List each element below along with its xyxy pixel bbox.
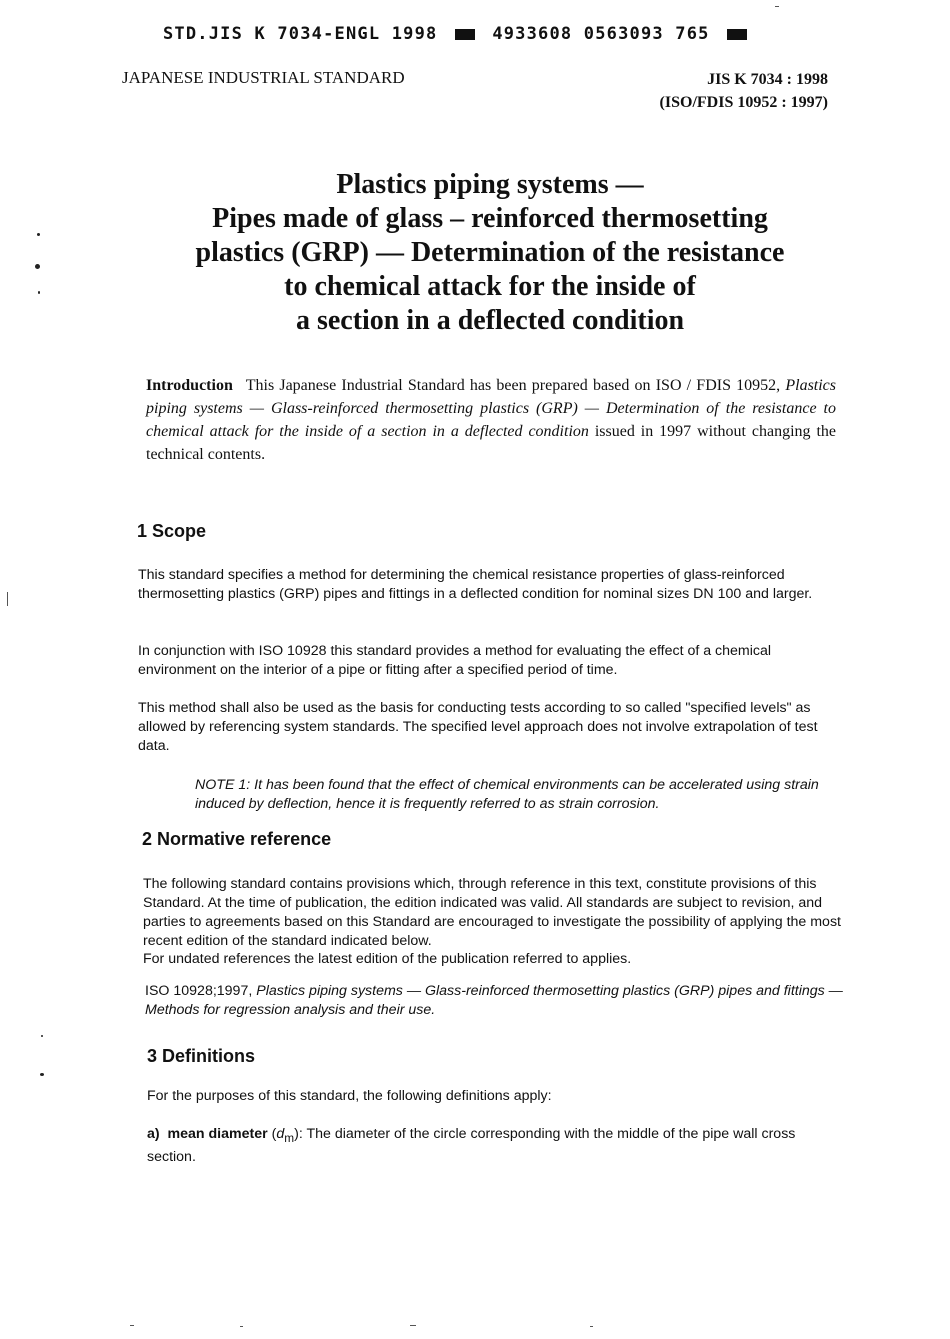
scan-speck (35, 264, 40, 269)
section-heading-definitions: 3 Definitions (147, 1046, 256, 1066)
introduction-label: Introduction (146, 377, 233, 394)
barcode-number-3: 765 (675, 24, 710, 44)
scope-paragraph: This method shall also be used as the basis for conducting tests according to so called "specified levels" as allowed by referencing system standards. The specified level approach does not involve extrapolation of test data. (138, 700, 818, 754)
document-code: STD.JIS K 7034-ENGL 1998 (163, 24, 438, 44)
title-line: to chemical attack for the inside of (284, 271, 696, 302)
introduction (146, 374, 836, 466)
definition-text: The diameter of the circle corresponding with the middle of the pipe wall cross section. (147, 1126, 796, 1165)
title-line: plastics (GRP) — Determination of the resistance (195, 237, 785, 268)
scan-mark (240, 1326, 243, 1327)
scan-mark (410, 1325, 416, 1326)
title-line: Plastics piping systems — (336, 169, 644, 200)
redaction-block (455, 29, 475, 40)
introduction-source-title: Plastics piping systems — Glass-reinforced thermosetting plastics (GRP) — Determination of the resistance to chemical attack for the inside of a section in a deflected condition (146, 377, 837, 440)
introduction-text-end: issued in 1997 without changing the technical contents. (146, 423, 837, 463)
scope-paragraph: In conjunction with ISO 10928 this standard provides a method for evaluating the effect of a chemical environment on the interior of a pipe or fitting after a specified period of time. (138, 643, 772, 678)
definition-term: mean diameter (167, 1126, 268, 1142)
standard-number: JIS K 7034 : 1998 (707, 71, 828, 88)
publisher-label: JAPANESE INDUSTRIAL STANDARD (122, 68, 405, 87)
definitions-intro: For the purposes of this standard, the following definitions apply: (147, 1088, 552, 1104)
normative-paragraph: For undated references the latest edition of the publication referred to applies. (143, 951, 632, 967)
barcode-number-1: 4933608 (492, 24, 573, 44)
document-code-line (163, 24, 753, 44)
normative-paragraph: The following standard contains provisions which, through reference in this text, constitute provisions of this Standard. At the time of publication, the edition indicated was valid. All standards are subject to revision, and parties to agreements based on this Standard are encouraged to investigate the possibility of applying the most recent edition of the standard indicated below. (143, 876, 841, 949)
title-line: Pipes made of glass – reinforced thermosetting (212, 203, 768, 234)
definition-subscript: m (284, 1130, 295, 1145)
definition-item-label: a) (147, 1126, 160, 1142)
scan-speck (37, 233, 40, 236)
scan-mark (130, 1325, 134, 1326)
redaction-block (727, 29, 747, 40)
section-heading-normative-reference: 2 Normative reference (142, 829, 332, 849)
scan-mark (7, 592, 8, 606)
definition-symbol: d (276, 1126, 285, 1142)
scope-paragraph: This standard specifies a method for determining the chemical resistance properties of glass-reinforced thermosetting plastics (GRP) pipes and fittings in a deflected condition for nominal sizes DN 100 and larger. (138, 567, 813, 602)
standard-number-block (660, 68, 828, 114)
normative-reference-entry (145, 982, 850, 1020)
definition-item: a) mean diameter $(d_m)$: The diameter of the circle corresponding with the middle of the pipe wall cross section. (147, 1126, 796, 1165)
scan-speck (38, 291, 40, 294)
section-heading-scope: 1 Scope (137, 521, 207, 541)
scan-mark (775, 6, 779, 7)
reference-number: ISO 10928;1997, (145, 983, 253, 999)
scope-note: NOTE 1: It has been found that the effect of chemical environments can be accelerated using strain induced by deflection, hence it is frequently referred to as strain corrosion. (195, 777, 819, 812)
scan-speck (41, 1035, 43, 1037)
scan-speck (40, 1073, 44, 1076)
title-line: a section in a deflected condition (295, 305, 685, 336)
barcode-number-2: 0563093 (583, 24, 664, 44)
reference-title: Plastics piping systems — Glass-reinforced thermosetting plastics (GRP) pipes and fittings — Methods for regression analysis and their use. (145, 983, 843, 1018)
scan-mark (590, 1326, 593, 1327)
introduction-text: This Japanese Industrial Standard has been prepared based on ISO / FDIS 10952, (245, 377, 781, 394)
iso-reference: (ISO/FDIS 10952 : 1997) (659, 94, 828, 111)
document-title (140, 168, 840, 338)
